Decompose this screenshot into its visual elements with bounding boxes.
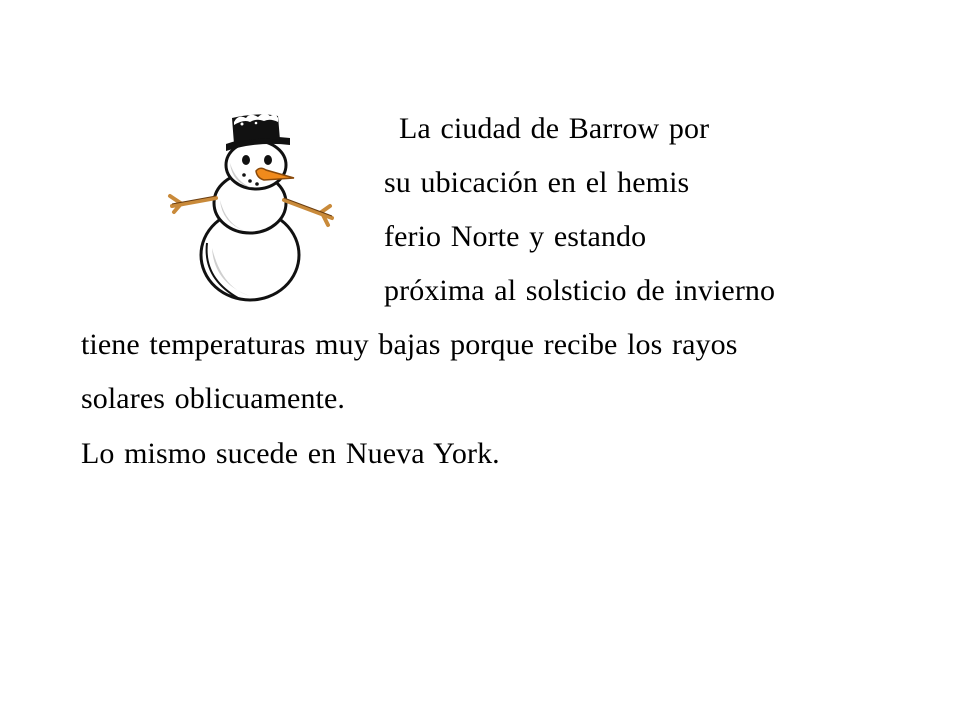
text-line-3: ferio Norte y estando: [384, 220, 647, 253]
snowman-right-eye: [264, 155, 272, 165]
text-line-5: tiene temperaturas muy bajas porque recibe los rayos: [81, 328, 738, 361]
snowman-left-eye: [242, 155, 250, 165]
snowman-icon: [160, 108, 350, 303]
text-line-4: próxima al solsticio de invierno: [384, 274, 776, 307]
snowman-head: [226, 141, 294, 189]
text-line-1: La ciudad de Barrow por: [399, 112, 710, 145]
text-line-7: Lo mismo sucede en Nueva York.: [81, 437, 500, 470]
text-line-2: su ubicación en el hemis: [384, 166, 690, 199]
text-line-6: solares oblicuamente.: [81, 382, 346, 415]
